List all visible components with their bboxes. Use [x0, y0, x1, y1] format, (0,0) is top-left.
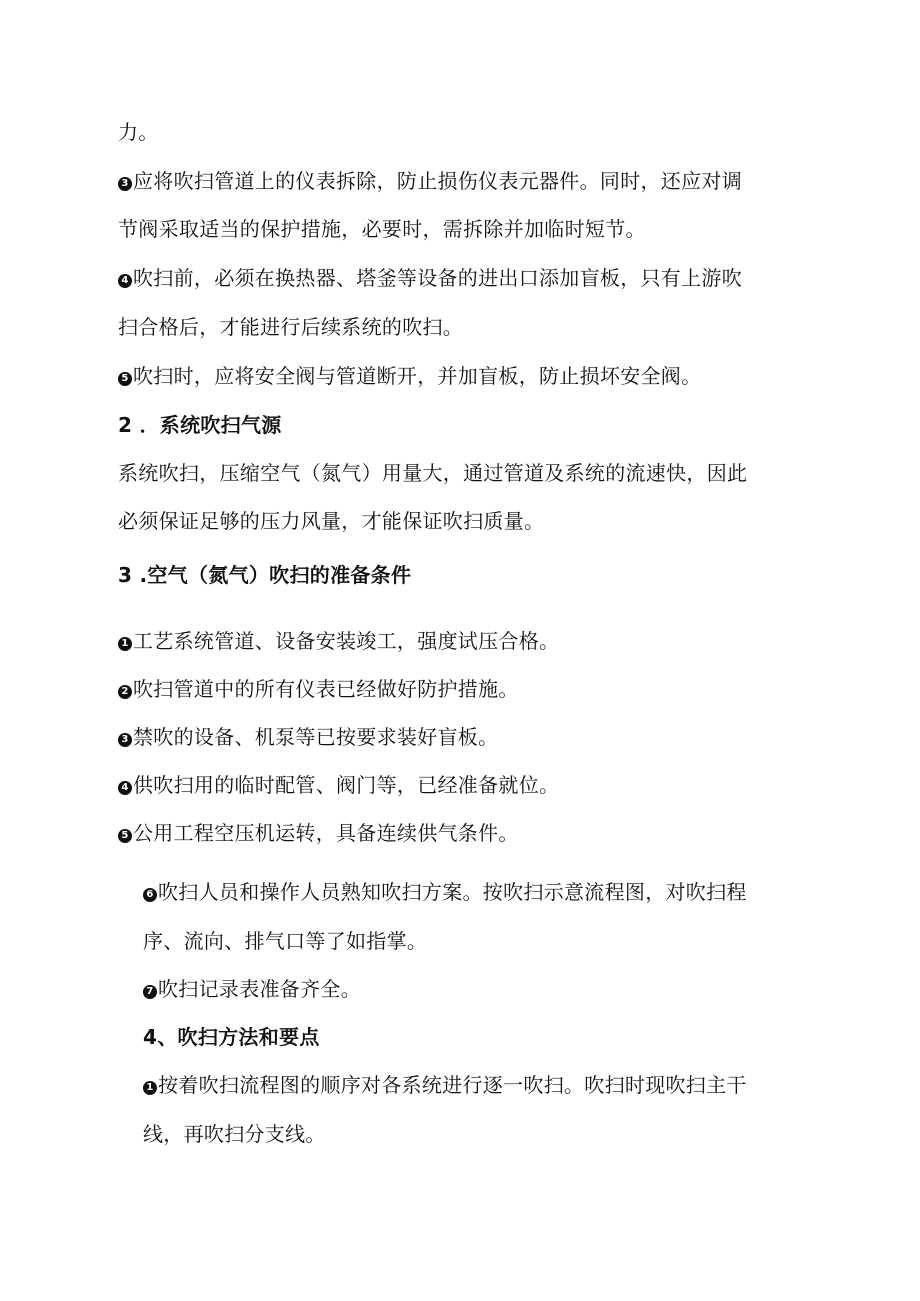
- text-line: [143, 1120, 326, 1148]
- section-heading: [143, 1023, 320, 1051]
- line-text: 吹扫管道中的所有仪表已经做好防护措施。: [133, 677, 519, 701]
- line-text: 公用工程空压机运转，具备连续供气条件。: [133, 821, 519, 845]
- text-line: [118, 118, 159, 146]
- list-item: [143, 975, 361, 1003]
- list-item: [118, 771, 559, 799]
- circled-number-marker: 3: [118, 177, 132, 191]
- circled-number-marker: 2: [118, 685, 132, 699]
- text-line: [118, 459, 747, 487]
- list-item: [118, 167, 742, 195]
- line-text: 力。: [118, 120, 159, 144]
- heading-text: 3 .空气（氮气）吹扫的准备条件: [118, 563, 412, 587]
- line-text: 序、流向、排气口等了如指掌。: [143, 929, 428, 953]
- circled-number-marker: 7: [143, 985, 157, 999]
- list-item: [143, 1071, 747, 1099]
- heading-text: 2 ．系统吹扫气源: [118, 413, 282, 437]
- line-text: 按着吹扫流程图的顺序对各系统进行逐一吹扫。吹扫时现吹扫主干: [158, 1073, 747, 1097]
- line-text: 吹扫人员和操作人员熟知吹扫方案。按吹扫示意流程图，对吹扫程: [158, 880, 747, 904]
- circled-number-marker: 1: [143, 1081, 157, 1095]
- list-item: [118, 627, 559, 655]
- circled-number-marker: 3: [118, 733, 132, 747]
- section-heading: [118, 411, 282, 439]
- line-text: 应将吹扫管道上的仪表拆除，防止损伤仪表元器件。同时，还应对调: [133, 169, 742, 193]
- line-text: 线，再吹扫分支线。: [143, 1122, 326, 1146]
- list-item: [118, 723, 498, 751]
- line-text: 禁吹的设备、机泵等已按要求装好盲板。: [133, 725, 499, 749]
- list-item: [143, 878, 747, 906]
- circled-number-marker: 6: [143, 888, 157, 902]
- line-text: 节阀采取适当的保护措施，必要时，需拆除并加临时短节。: [118, 217, 646, 241]
- line-text: 系统吹扫，压缩空气（氮气）用量大，通过管道及系统的流速快，因此: [118, 461, 748, 485]
- list-item: [118, 264, 742, 292]
- line-text: 工艺系统管道、设备安装竣工，强度试压合格。: [133, 629, 560, 653]
- text-line: [118, 507, 544, 535]
- circled-number-marker: 4: [118, 274, 132, 288]
- circled-number-marker: 1: [118, 637, 132, 651]
- heading-text: 4、吹扫方法和要点: [143, 1025, 320, 1049]
- circled-number-marker: 5: [118, 829, 132, 843]
- circled-number-marker: 4: [118, 781, 132, 795]
- section-heading: [118, 561, 411, 589]
- list-item: [118, 819, 519, 847]
- line-text: 吹扫记录表准备齐全。: [158, 977, 361, 1001]
- line-text: 供吹扫用的临时配管、阀门等，已经准备就位。: [133, 773, 560, 797]
- text-line: [143, 927, 427, 955]
- text-line: [118, 313, 463, 341]
- list-item: [118, 362, 701, 390]
- list-item: [118, 675, 519, 703]
- text-line: [118, 215, 646, 243]
- line-text: 吹扫前，必须在换热器、塔釜等设备的进出口添加盲板，只有上游吹: [133, 266, 742, 290]
- line-text: 扫合格后，才能进行后续系统的吹扫。: [118, 315, 464, 339]
- line-text: 吹扫时，应将安全阀与管道断开，并加盲板，防止损坏安全阀。: [133, 364, 702, 388]
- circled-number-marker: 5: [118, 372, 132, 386]
- line-text: 必须保证足够的压力风量，才能保证吹扫质量。: [118, 509, 545, 533]
